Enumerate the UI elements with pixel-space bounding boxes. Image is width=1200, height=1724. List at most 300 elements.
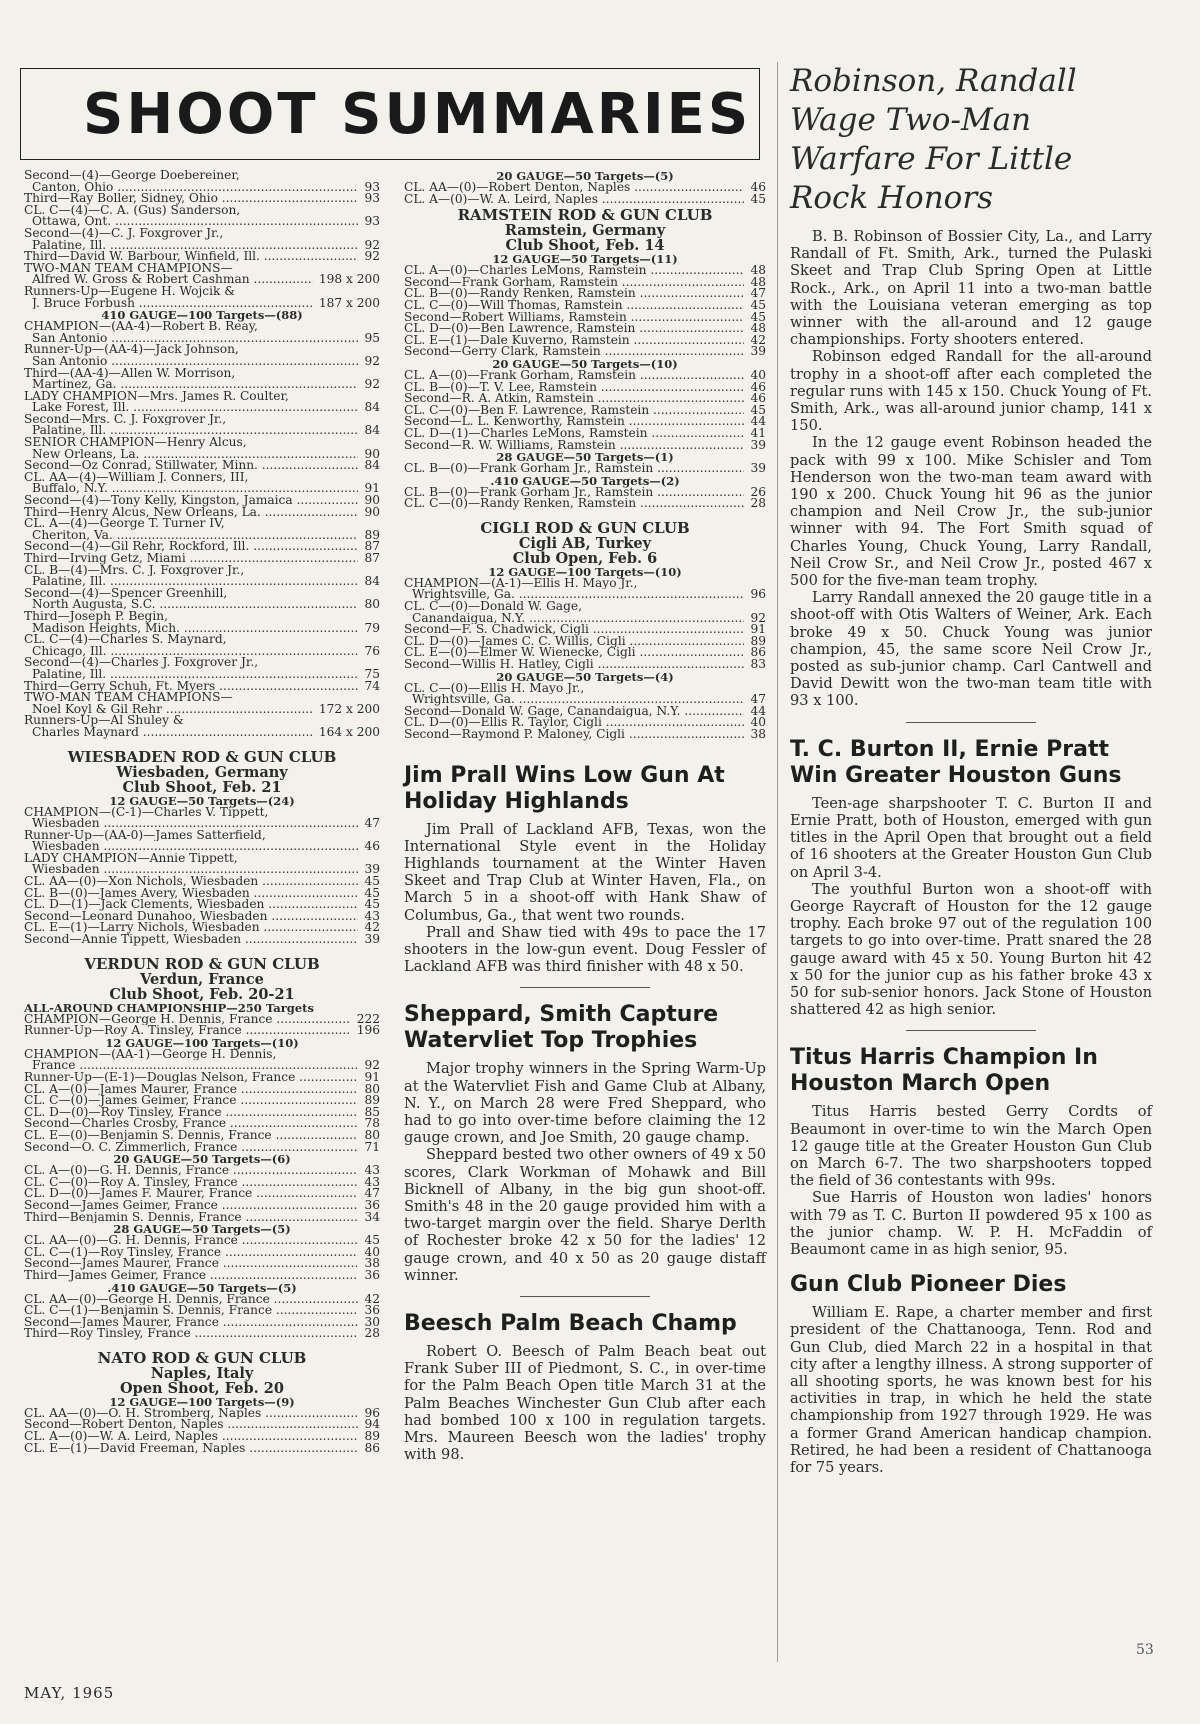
article-harris (790, 1045, 1152, 1258)
result-score: 47 (750, 286, 766, 301)
result-score: 40 (364, 1244, 380, 1259)
result-row (404, 367, 766, 382)
result-score: 83 (750, 657, 766, 672)
result-row (24, 425, 380, 437)
result-score: 78 (364, 1116, 380, 1131)
result-entry: CL. C—(1)—Roy Tinsley, France ..... (24, 1247, 358, 1259)
result-score: 89 (364, 527, 380, 542)
result-entry: Second—R. W. Williams, Ramstein ..... (404, 440, 744, 452)
result-entry: Second—Frank Gorham, Ramstein ..... (404, 277, 744, 289)
result-row (24, 1258, 380, 1270)
article-body (790, 795, 1152, 1019)
result-entry: Second—Oz Conrad, Stillwater, Minn. ..... (24, 460, 358, 472)
result-row (24, 724, 380, 739)
result-row (404, 659, 766, 671)
result-entry: CHAMPION—George H. Dennis, France ..... (24, 1014, 351, 1026)
result-row (24, 620, 380, 635)
result-row (24, 379, 380, 391)
result-entry: San Antonio ..... (32, 333, 358, 345)
result-entry: CHAMPION—(C-1)—Charles V. Tippett, (24, 806, 269, 819)
results-list (24, 1011, 380, 1341)
result-entry: Lake Forest, Ill. ..... (32, 402, 358, 414)
result-score: 84 (364, 574, 380, 589)
result-entry: CL. C—(0)—Will Thomas, Ramstein ..... (404, 300, 744, 312)
result-score: 95 (364, 330, 380, 345)
result-entry: Wiesbaden ..... (32, 841, 358, 853)
result-entry: Third—Joseph P. Begin, (24, 610, 168, 623)
result-row (24, 1049, 380, 1061)
result-entry: CL. B—(4)—Mrs. C. J. Foxgrover Jr., (24, 564, 245, 577)
result-score: 45 (750, 402, 766, 417)
result-row (24, 1174, 380, 1189)
result-row (404, 463, 766, 475)
result-row (24, 1267, 380, 1282)
result-score: 92 (364, 237, 380, 252)
result-row (24, 599, 380, 611)
column-divider (777, 62, 778, 1662)
result-score: 46 (364, 839, 380, 854)
result-entry: Second—F. S. Chadwick, Cigli ..... (404, 624, 744, 636)
result-entry: Third—Irving Getz, Miami ..... (24, 553, 358, 565)
result-score: 45 (364, 885, 380, 900)
result-row (24, 908, 380, 923)
result-row (404, 498, 766, 510)
result-entry: Second—Mrs. C. J. Foxgrover Jr., (24, 413, 227, 426)
result-score: 196 (356, 1023, 380, 1038)
result-row (24, 460, 380, 472)
result-entry: CL. A—(4)—George T. Turner IV, (24, 518, 225, 530)
result-entry: Second—Robert Williams, Ramstein ..... (404, 312, 744, 324)
result-entry: Martinez, Ga. ..... (32, 379, 358, 391)
result-score: 222 (356, 1011, 380, 1026)
result-entry: CL. C—(0)—Ellis H. Mayo Jr., (404, 682, 585, 695)
result-score: 43 (364, 1174, 380, 1189)
result-entry: CL. AA—(0)—Robert Denton, Naples ..... (404, 182, 744, 194)
result-entry: Second—(4)—Spencer Greenhill, (24, 587, 228, 600)
result-entry: CL. C—(0)—Randy Renken, Ramstein ..... (404, 498, 744, 510)
result-row (404, 297, 766, 312)
result-row (404, 601, 766, 613)
article-headline: Sheppard, Smith Capture Watervliet Top Trophies (404, 1002, 719, 1054)
result-row (404, 624, 766, 636)
result-score: 91 (364, 481, 380, 496)
results-list (24, 795, 380, 946)
result-entry: Wrightsville, Ga. ..... (412, 694, 744, 706)
result-entry: CL. B—(0)—Frank Gorham Jr., Ramstein ..... (404, 487, 744, 499)
result-row (24, 179, 380, 194)
result-score: 96 (750, 587, 766, 602)
result-row (24, 414, 380, 426)
article-paragraph: Jim Prall of Lackland AFB, Texas, won the International Style event in the Holiday Highlands tournament at the Winter Haven Skeet and Trap Club at Winter Haven, Fla., on March 5 in a shoot-off with Hank Shaw of Columbus, Ga., that went two rounds. (404, 820, 766, 924)
result-row (404, 265, 766, 277)
result-score: 75 (364, 666, 380, 681)
result-score: 92 (364, 377, 380, 392)
result-row (24, 1095, 380, 1107)
result-entry: CL. C—(1)—Benjamin S. Dennis, France ..... (24, 1305, 358, 1317)
gauge-heading: 28 GAUGE—50 Targets—(5) (113, 1222, 291, 1237)
result-row (24, 818, 380, 830)
result-row (24, 1060, 380, 1072)
article-body (404, 1060, 766, 1284)
result-entry: CL. D—(0)—Roy Tinsley, France ..... (24, 1107, 358, 1119)
result-entry: CL. D—(0)—James C. C. Willis, Cigli ..... (404, 636, 744, 648)
result-row (404, 578, 766, 590)
result-row (404, 683, 766, 695)
result-entry: CL. A—(0)—Charles LeMons, Ramstein ..... (404, 265, 744, 277)
result-score: 74 (364, 678, 380, 693)
gauge-heading: .410 GAUGE—50 Targets—(2) (490, 473, 680, 488)
result-row (404, 182, 766, 194)
article-prall (404, 763, 766, 976)
club-name: CIGLI ROD & GUN CLUB (480, 518, 690, 537)
result-score: 91 (364, 1070, 380, 1084)
result-score: 41 (750, 425, 766, 440)
result-score: 76 (364, 643, 380, 658)
result-score: 90 (364, 504, 380, 519)
result-row (24, 1188, 380, 1200)
result-row (404, 729, 766, 741)
result-entry: Canton, Ohio ..... (32, 182, 358, 194)
result-row (404, 191, 766, 206)
result-row (24, 657, 380, 669)
result-score: 89 (364, 1429, 380, 1444)
result-row (24, 504, 380, 519)
result-row (24, 864, 380, 876)
result-entry: CL. A—(0)—G. H. Dennis, France ..... (24, 1165, 358, 1177)
article-robinson (790, 62, 1152, 710)
result-entry: Runners-Up—Eugene H. Wojcik & (24, 285, 236, 298)
shoot-name: Club Shoot, Feb. 14 (505, 237, 665, 255)
shoot-name: Club Shoot, Feb. 21 (122, 778, 282, 796)
article-beesch (404, 1311, 766, 1463)
result-entry: New Orleans, La. ..... (32, 449, 358, 461)
result-score: 87 (364, 551, 380, 565)
result-row (24, 1072, 380, 1084)
result-row (24, 841, 380, 853)
result-entry: North Augusta, S.C. ..... (32, 599, 358, 611)
result-entry: TWO-MAN TEAM CHAMPIONS— (24, 692, 233, 704)
article-paragraph: Sue Harris of Houston won ladies' honors with 79 as T. C. Burton II powdered 95 x 100 as the junior champ. W. P. H. McFaddin of Beaumont came in as high senior, 95. (790, 1189, 1152, 1258)
club-location: Cigli AB, Turkey (518, 534, 652, 552)
result-row (24, 1235, 380, 1247)
gauge-heading: .410 GAUGE—50 Targets—(5) (107, 1280, 297, 1295)
result-entry: TWO-MAN TEAM CHAMPIONS— (24, 262, 233, 275)
divider (906, 1030, 1036, 1031)
result-score: 84 (364, 423, 380, 438)
result-entry: CL. E—(1)—David Freeman, Naples ..... (24, 1443, 358, 1455)
result-row (24, 666, 380, 681)
result-score: 39 (750, 461, 766, 476)
result-entry: CL. C—(4)—Charles S. Maynard, (24, 634, 227, 646)
result-entry: Second—Annie Tippett, Wiesbaden ..... (24, 934, 358, 946)
result-row (24, 472, 380, 484)
result-entry: CL. AA—(0)—George H. Dennis, France ..... (24, 1294, 358, 1306)
result-row (24, 170, 380, 182)
result-entry: Runners-Up—Al Shuley & (24, 715, 184, 727)
result-entry: Second—(4)—C. J. Foxgrover Jr., (24, 227, 224, 240)
result-entry: Second—O. C. Zimmerlich, France ..... (24, 1142, 358, 1154)
result-row (404, 425, 766, 440)
gauge-heading: 20 GAUGE—50 Targets—(6) (113, 1152, 291, 1167)
result-entry: Third—Roy Tinsley, France ..... (24, 1328, 358, 1340)
result-score: 45 (364, 897, 380, 912)
result-score: 48 (750, 274, 766, 289)
article-paragraph: Major trophy winners in the Spring Warm-Up at the Watervliet Fish and Game Club at Albany, N. Y., on March 28 were Fred Sheppard, who had to go into over-time before claiming the 12 gauge crown, and Joe Smith, 20 gauge champ. (404, 1060, 766, 1147)
result-entry: San Antonio ..... (32, 356, 358, 368)
result-score: 80 (364, 597, 380, 612)
result-entry: Canandaigua, N.Y. ..... (412, 613, 744, 625)
result-score: 36 (364, 1197, 380, 1212)
result-entry: CL. A—(0)—W. A. Leird, Naples ..... (404, 194, 744, 206)
shoot-name: Open Shoot, Feb. 20 (120, 1379, 284, 1397)
result-row (404, 402, 766, 417)
result-row (404, 589, 766, 601)
result-score: 86 (364, 1440, 380, 1455)
result-entry: CHAMPION—(A-1)—Ellis H. Mayo Jr., (404, 577, 638, 590)
result-row (24, 402, 380, 414)
result-row (24, 885, 380, 900)
result-row (24, 1127, 380, 1142)
gauge-heading: 12 GAUGE—100 Targets—(9) (109, 1394, 295, 1409)
result-row (24, 678, 380, 693)
article-paragraph: Teen-age sharpshooter T. C. Burton II and Ernie Pratt, both of Houston, emerged with gun titles in the April Open that brought out a field of 16 shooters at the Greater Houston Gun Club on April 3-4. (790, 794, 1152, 881)
result-score: 89 (750, 633, 766, 648)
result-row (24, 228, 380, 240)
result-score: 93 (364, 214, 380, 229)
result-score: 80 (364, 1081, 380, 1096)
article-headline: T. C. Burton II, Ernie Pratt Win Greater Houston Guns (790, 736, 1122, 788)
club-location: Ramstein, Germany (504, 222, 666, 240)
result-score: 92 (364, 1058, 380, 1073)
result-row (404, 647, 766, 659)
result-entry: Third—Benjamin S. Dennis, France ..... (24, 1212, 358, 1224)
result-score: 45 (750, 309, 766, 324)
shoot-name: Club Shoot, Feb. 20-21 (109, 985, 295, 1003)
article-sheppard (404, 1002, 766, 1284)
result-row (24, 1431, 380, 1443)
divider (520, 987, 650, 988)
result-score: 39 (750, 344, 766, 359)
result-row (24, 193, 380, 205)
club-name: VERDUN ROD & GUN CLUB (84, 954, 320, 973)
result-entry: Third—James Geimer, France ..... (24, 1270, 358, 1282)
article-headline: Gun Club Pioneer Dies (790, 1272, 1067, 1298)
result-row (24, 1314, 380, 1329)
result-row (24, 701, 380, 716)
result-entry: Third—David W. Barbour, Winfield, Ill. ..... (24, 251, 358, 263)
result-score: 92 (750, 610, 766, 625)
result-entry: CHAMPION—(AA-1)—George H. Dennis, (24, 1048, 277, 1061)
result-entry: Second—(4)—Gil Rehr, Rockford, Ill. ..... (24, 541, 358, 553)
results-column-left (24, 170, 380, 1454)
article-paragraph: Prall and Shaw tied with 49s to pace the 17 shooters in the low-gun event. Doug Fessler of Lackland AFB was third finisher with 48 x 50. (404, 923, 766, 976)
result-entry: Third—(AA-4)—Allen W. Morrison, (24, 367, 236, 380)
result-row (24, 541, 380, 553)
result-entry: LADY CHAMPION—Mrs. James R. Coulter, (24, 390, 289, 403)
result-entry: Charles Maynard ..... (32, 727, 313, 739)
result-entry: Second—Leonard Dunahoo, Wiesbaden ..... (24, 911, 358, 923)
result-entry: Alfred W. Gross & Robert Cashman ..... (32, 274, 313, 286)
shoot-name: Club Open, Feb. 6 (512, 549, 658, 567)
result-score: 172 x 200 (318, 701, 380, 716)
result-score: 42 (750, 332, 766, 347)
result-entry: Chicago, Ill. ..... (32, 646, 358, 658)
results-list-continued (24, 170, 380, 739)
article-headline: Titus Harris Champion In Houston March Open (790, 1045, 1098, 1097)
page-number: 53 (1136, 1642, 1154, 1658)
result-score: 28 (750, 496, 766, 511)
result-score: 38 (750, 727, 766, 741)
result-entry: CL. AA—(0)—Xon Nichols, Wiesbaden ..... (24, 876, 358, 888)
gauge-heading: 28 GAUGE—50 Targets—(1) (496, 450, 674, 465)
result-row (24, 576, 380, 588)
result-score: 45 (364, 874, 380, 889)
result-row (24, 1440, 380, 1455)
result-entry: CL. E—(1)—Larry Nichols, Wiesbaden ..... (24, 922, 358, 934)
result-row (24, 330, 380, 345)
result-entry: Runner-Up—Roy A. Tinsley, France ..... (24, 1025, 351, 1037)
result-score: 187 x 200 (318, 295, 380, 310)
result-entry: Third—Henry Alcus, New Orleans, La. ..... (24, 507, 358, 519)
result-entry: J. Bruce Forbush ..... (32, 298, 313, 310)
club-name: RAMSTEIN ROD & GUN CLUB (457, 206, 713, 225)
result-row (24, 922, 380, 934)
result-entry: Second—James Maurer, France ..... (24, 1258, 358, 1270)
gauge-heading: 12 GAUGE—50 Targets—(11) (492, 252, 678, 267)
result-entry: Palatine, Ill. ..... (32, 425, 358, 437)
result-entry: CL. C—(0)—Ben F. Lawrence, Ramstein ..... (404, 405, 744, 417)
result-score: 44 (750, 414, 766, 429)
result-row (24, 251, 380, 263)
result-score: 94 (364, 1417, 380, 1432)
result-row (404, 393, 766, 405)
article-paragraph: The youthful Burton won a shoot-off with George Raycraft of Houston for the 12 gauge trophy. Each broke 97 out of the regulation 100 targets to go into over-time. Pratt snared the 28 gauge award with 45 x 50. Young Burton hit 42 x 50 for the junior cup as his father broke 43 x 50 for sub-senior honors. Jack Stone of Houston shattered 42 as high senior. (790, 880, 1152, 1019)
result-score: 93 (364, 191, 380, 206)
result-entry: CL. D—(0)—James F. Maurer, France ..... (24, 1188, 358, 1200)
result-row (24, 437, 380, 449)
result-entry: CL. A—(0)—James Maurer, France ..... (24, 1084, 358, 1096)
article-paragraph: Titus Harris bested Gerry Cordts of Beaumont in over-time to win the March Open 12 gauge title at the Greater Houston Gun Club on March 6-7. The two sharpshooters topped the field of 36 contestants with 99s. (790, 1103, 1152, 1190)
result-entry: Second—L. L. Kenworthy, Ramstein ..... (404, 416, 744, 428)
article-headline: Beesch Palm Beach Champ (404, 1311, 737, 1337)
result-score: 45 (750, 297, 766, 312)
result-entry: CL. AA—(4)—William J. Conners, III, (24, 471, 249, 484)
article-paragraph: Robinson edged Randall for the all-around trophy in a shoot-off after each completed the regular runs with 145 x 150. Chuck Young of Ft. Smith, Ark., was all-around junior champ, 141 x 150. (790, 348, 1152, 435)
result-entry: CL. B—(0)—T. V. Lee, Ramstein ..... (404, 382, 744, 394)
result-entry: Noel Koyl & Gil Rehr ..... (32, 704, 313, 716)
result-row (24, 344, 380, 356)
club-results-wiesbaden (24, 749, 380, 946)
result-entry: CL. C—(4)—C. A. (Gus) Sanderson, (24, 204, 241, 217)
club-name: WIESBADEN ROD & GUN CLUB (67, 747, 337, 766)
results-column-middle (404, 170, 766, 1463)
result-entry: Runner-Up—(AA-4)—Jack Johnson, (24, 344, 239, 356)
result-row (24, 495, 380, 507)
result-score: 39 (364, 932, 380, 947)
gauge-heading: 410 GAUGE—100 Targets—(88) (101, 308, 303, 323)
article-rape (790, 1272, 1152, 1476)
result-entry: CL. D—(1)—Charles LeMons, Ramstein ..... (404, 428, 744, 440)
result-score: 34 (364, 1209, 380, 1224)
result-entry: Cheriton, Va. ..... (32, 530, 358, 542)
result-entry: Palatine, Ill. ..... (32, 669, 358, 681)
club-location: Wiesbaden, Germany (116, 763, 288, 781)
event-heading: ALL-AROUND CHAMPIONSHIP—250 Targets (24, 1000, 314, 1015)
article-burton (790, 737, 1152, 1019)
result-row (24, 353, 380, 368)
result-row (24, 368, 380, 380)
result-entry: CL. B—(0)—Frank Gorham Jr., Ramstein ..... (404, 463, 744, 475)
club-name: NATO ROD & GUN CLUB (97, 1348, 307, 1367)
article-paragraph: B. B. Robinson of Bossier City, La., and Larry Randall of Ft. Smith, Ark., turned the Pulaski Skeet and Trap Club Spring Open at Little Rock., Ark., on April 11 into a two-man battle with the Louisiana veteran emerging as top winner with the all-around and 12 gauge championships. Forty shooters entered. (790, 228, 1152, 349)
article-body (790, 1103, 1152, 1258)
club-results-ramstein (404, 207, 766, 510)
result-entry: CL. D—(0)—Ellis R. Taylor, Cigli ..... (404, 717, 744, 729)
result-row (24, 205, 380, 217)
result-row (24, 1305, 380, 1317)
result-score: 39 (750, 437, 766, 452)
result-row (24, 830, 380, 842)
result-entry: Palatine, Ill. ..... (32, 576, 358, 588)
result-row (24, 565, 380, 577)
result-score: 43 (364, 1163, 380, 1178)
result-entry: Second—James Geimer, France ..... (24, 1200, 358, 1212)
result-row (404, 416, 766, 428)
result-entry: France ..... (32, 1060, 358, 1072)
result-score: 89 (364, 1093, 380, 1108)
result-row (24, 611, 380, 623)
result-row (24, 274, 380, 286)
result-score: 30 (364, 1314, 380, 1329)
results-list (24, 1396, 380, 1454)
result-row (404, 610, 766, 625)
result-entry: CL. C—(0)—Roy A. Tinsley, France ..... (24, 1177, 358, 1189)
result-entry: LADY CHAMPION—Annie Tippett, (24, 852, 238, 865)
result-row (404, 274, 766, 289)
club-location: Naples, Italy (150, 1364, 254, 1382)
result-row (24, 216, 380, 228)
result-row (24, 237, 380, 252)
result-score: 36 (364, 1267, 380, 1282)
result-entry: Ottawa, Ont. ..... (32, 216, 358, 228)
result-row (24, 1165, 380, 1177)
result-entry: CL. B—(0)—James Avery, Wiesbaden ..... (24, 888, 358, 900)
result-entry: Madison Heights, Mich. ..... (32, 623, 358, 635)
result-row (24, 1011, 380, 1026)
result-row (24, 527, 380, 542)
result-score: 38 (364, 1256, 380, 1271)
result-entry: Second—Gerry Clark, Ramstein ..... (404, 346, 744, 358)
result-score: 48 (750, 321, 766, 336)
result-entry: CL. D—(1)—Jack Clements, Wiesbaden ..... (24, 899, 358, 911)
section-banner (20, 68, 760, 160)
issue-date: MAY, 1965 (24, 1684, 115, 1702)
result-entry: Second—Robert Denton, Naples ..... (24, 1419, 358, 1431)
result-row (24, 876, 380, 888)
result-entry: Second—Willis H. Hatley, Cigli ..... (404, 659, 744, 671)
result-entry: Second—Donald W. Gage, Canandaigua, N.Y. ..... (404, 706, 744, 718)
result-entry: CL. AA—(0)—G. H. Dennis, France ..... (24, 1235, 358, 1247)
result-row (24, 853, 380, 865)
result-row (24, 321, 380, 333)
result-row (24, 634, 380, 646)
gauge-heading: 20 GAUGE—50 Targets—(5) (496, 169, 674, 183)
result-entry: Palatine, Ill. ..... (32, 240, 358, 252)
result-row (404, 309, 766, 324)
result-row (24, 518, 380, 530)
result-entry: CL. C—(0)—James Geimer, France ..... (24, 1095, 358, 1107)
result-score: 84 (364, 458, 380, 473)
